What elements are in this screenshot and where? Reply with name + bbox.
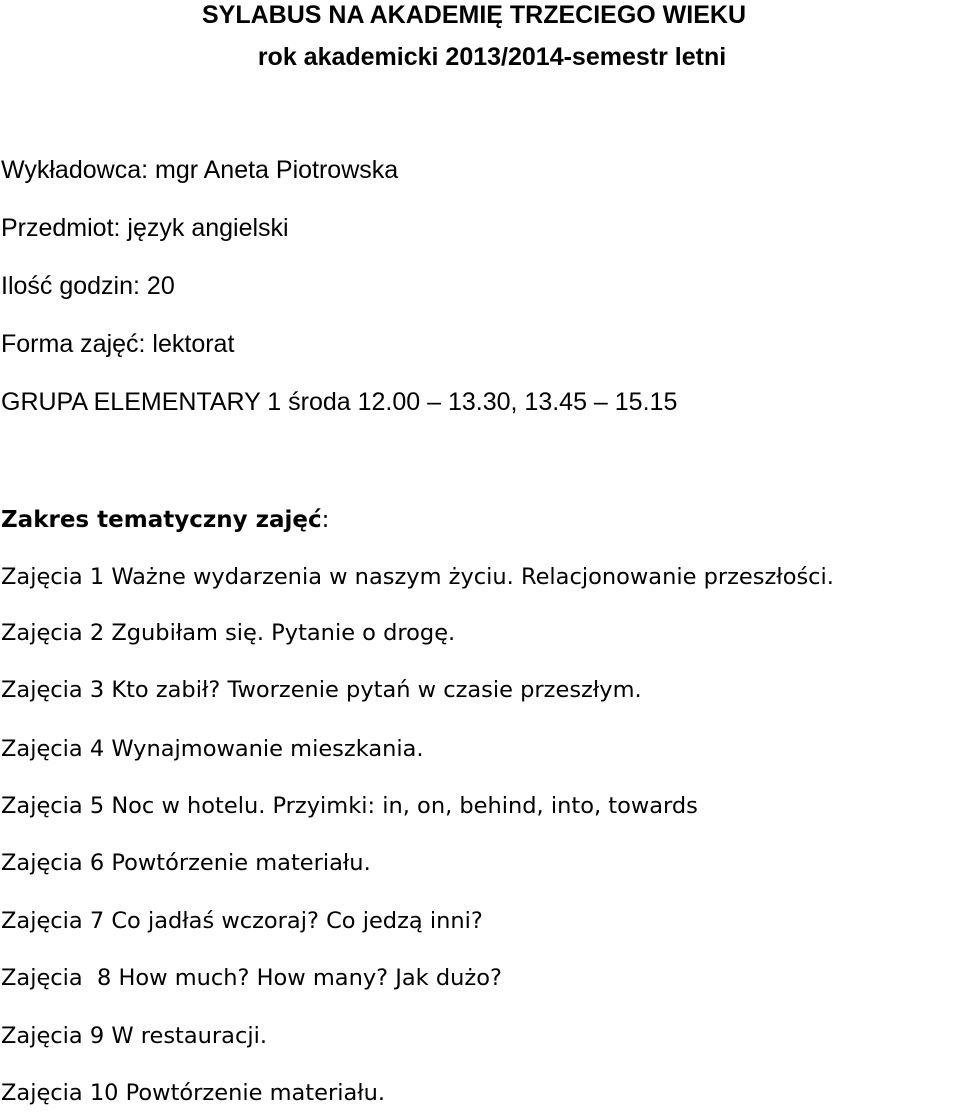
lesson-item: Zajęcia 1 Ważne wydarzenia w naszym życiu. Relacjonowanie przeszłości. — [1, 564, 834, 590]
form-line: Forma zajęć: lektorat — [1, 330, 235, 358]
lecturer-line: Wykładowca: mgr Aneta Piotrowska — [1, 156, 399, 184]
lesson-item: Zajęcia 7 Co jadłaś wczoraj? Co jedzą inni? — [1, 908, 483, 934]
group-schedule-line: GRUPA ELEMENTARY 1 środa 12.00 – 13.30, 13.45 – 15.15 — [1, 388, 678, 416]
hours-line: Ilość godzin: 20 — [1, 272, 175, 300]
document-subtitle: rok akademicki 2013/2014-semestr letni — [257, 43, 727, 71]
lesson-item: Zajęcia 3 Kto zabił? Tworzenie pytań w czasie przeszłym. — [1, 677, 642, 703]
lesson-item: Zajęcia 4 Wynajmowanie mieszkania. — [1, 736, 424, 762]
lesson-item: Zajęcia 9 W restauracji. — [1, 1023, 267, 1049]
topics-heading-text: Zakres tematyczny zajęć — [1, 507, 322, 533]
document-title: SYLABUS NA AKADEMIĘ TRZECIEGO WIEKU — [202, 1, 746, 29]
lesson-item: Zajęcia 2 Zgubiłam się. Pytanie o drogę. — [1, 620, 456, 646]
lesson-item: Zajęcia 10 Powtórzenie materiału. — [1, 1080, 386, 1106]
lesson-item: Zajęcia 8 How much? How many? Jak dużo? — [1, 965, 502, 991]
topics-heading-colon: : — [321, 507, 330, 533]
topics-heading — [1, 505, 329, 535]
lesson-item: Zajęcia 6 Powtórzenie materiału. — [1, 850, 371, 876]
lesson-item: Zajęcia 5 Noc w hotelu. Przyimki: in, on, behind, into, towards — [1, 793, 698, 819]
subject-line: Przedmiot: język angielski — [1, 214, 289, 242]
